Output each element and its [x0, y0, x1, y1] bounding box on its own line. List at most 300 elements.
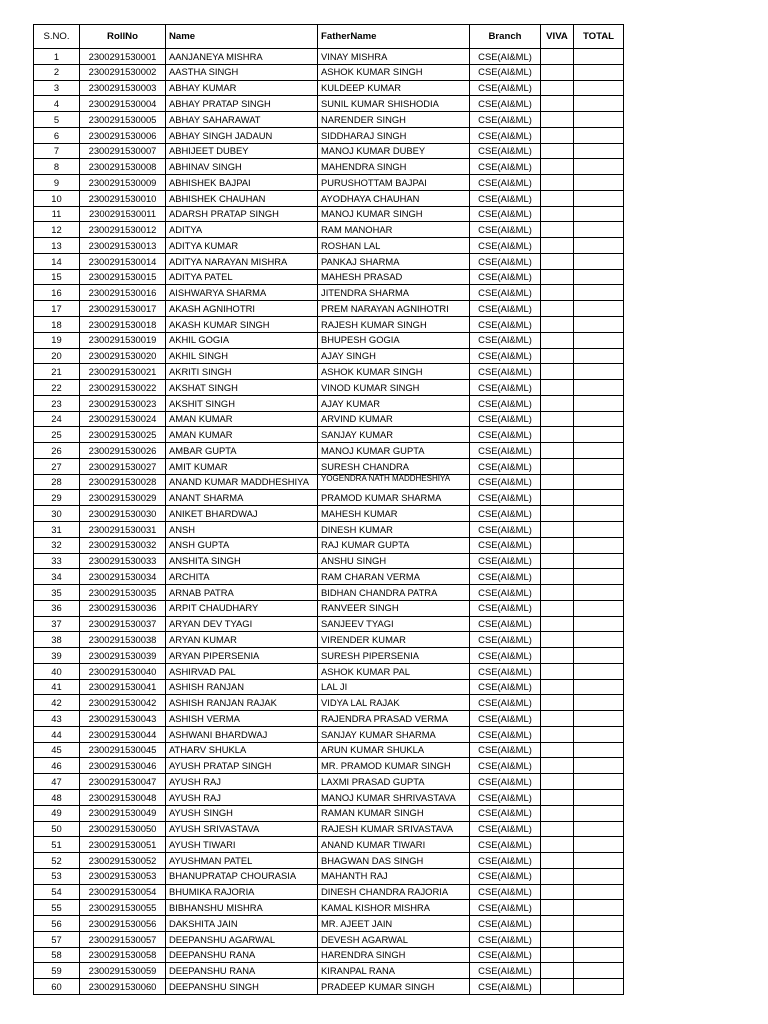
viva-cell [541, 600, 574, 616]
name-cell: AKASH AGNIHOTRI [166, 301, 318, 317]
branch-cell: CSE(AI&ML) [470, 49, 541, 65]
branch-cell: CSE(AI&ML) [470, 569, 541, 585]
rollno-cell: 2300291530002 [80, 64, 166, 80]
total-cell [574, 427, 624, 443]
name-cell: BIBHANSHU MISHRA [166, 900, 318, 916]
fathername-cell: YOGENDRA NATH MADDHESHIYA [318, 474, 470, 490]
table-row [34, 96, 624, 112]
viva-cell [541, 632, 574, 648]
name-cell: ABHAY KUMAR [166, 80, 318, 96]
viva-cell [541, 49, 574, 65]
name-cell: AKHIL GOGIA [166, 332, 318, 348]
total-cell [574, 695, 624, 711]
viva-cell [541, 821, 574, 837]
viva-cell [541, 159, 574, 175]
table-row [34, 443, 624, 459]
sno-cell: 27 [34, 458, 80, 474]
table-row [34, 159, 624, 175]
fathername-cell: AJAY KUMAR [318, 395, 470, 411]
fathername-cell: ASHOK KUMAR PAL [318, 663, 470, 679]
branch-cell: CSE(AI&ML) [470, 238, 541, 254]
sno-cell: 51 [34, 837, 80, 853]
fathername-cell: LAL JI [318, 679, 470, 695]
viva-cell [541, 521, 574, 537]
total-cell [574, 317, 624, 333]
viva-cell [541, 900, 574, 916]
fathername-cell: SANJAY KUMAR SHARMA [318, 726, 470, 742]
sno-cell: 18 [34, 317, 80, 333]
viva-cell [541, 916, 574, 932]
rollno-cell: 2300291530049 [80, 805, 166, 821]
viva-cell [541, 238, 574, 254]
rollno-cell: 2300291530010 [80, 190, 166, 206]
rollno-cell: 2300291530043 [80, 711, 166, 727]
name-cell: AKHIL SINGH [166, 348, 318, 364]
fathername-cell: MANOJ KUMAR SINGH [318, 206, 470, 222]
table-row [34, 80, 624, 96]
rollno-cell: 2300291530040 [80, 663, 166, 679]
branch-cell: CSE(AI&ML) [470, 269, 541, 285]
viva-cell [541, 679, 574, 695]
branch-cell: CSE(AI&ML) [470, 931, 541, 947]
branch-cell: CSE(AI&ML) [470, 616, 541, 632]
rollno-cell: 2300291530037 [80, 616, 166, 632]
sno-cell: 45 [34, 742, 80, 758]
total-cell [574, 537, 624, 553]
name-cell: ASHWANI BHARDWAJ [166, 726, 318, 742]
table-row [34, 411, 624, 427]
viva-cell [541, 569, 574, 585]
name-cell: AKSHAT SINGH [166, 380, 318, 396]
total-cell [574, 269, 624, 285]
table-row [34, 789, 624, 805]
fathername-cell: SANJAY KUMAR [318, 427, 470, 443]
fathername-cell: RAJ KUMAR GUPTA [318, 537, 470, 553]
branch-cell: CSE(AI&ML) [470, 127, 541, 143]
fathername-cell: RAM CHARAN VERMA [318, 569, 470, 585]
fathername-cell: PRAMOD KUMAR SHARMA [318, 490, 470, 506]
fathername-cell: VIRENDER KUMAR [318, 632, 470, 648]
viva-cell [541, 80, 574, 96]
name-cell: ANANT SHARMA [166, 490, 318, 506]
sno-cell: 24 [34, 411, 80, 427]
branch-cell: CSE(AI&ML) [470, 868, 541, 884]
total-cell [574, 348, 624, 364]
table-row [34, 711, 624, 727]
sno-cell: 12 [34, 222, 80, 238]
branch-cell: CSE(AI&ML) [470, 458, 541, 474]
rollno-cell: 2300291530054 [80, 884, 166, 900]
fathername-cell: BIDHAN CHANDRA PATRA [318, 585, 470, 601]
rollno-cell: 2300291530050 [80, 821, 166, 837]
rollno-cell: 2300291530045 [80, 742, 166, 758]
total-cell [574, 679, 624, 695]
rollno-cell: 2300291530014 [80, 253, 166, 269]
sno-cell: 17 [34, 301, 80, 317]
table-row [34, 222, 624, 238]
name-cell: ANAND KUMAR MADDHESHIYA [166, 474, 318, 490]
fathername-cell: MAHANTH RAJ [318, 868, 470, 884]
fathername-cell: MR. PRAMOD KUMAR SINGH [318, 758, 470, 774]
sno-cell: 57 [34, 931, 80, 947]
table-row [34, 758, 624, 774]
branch-cell: CSE(AI&ML) [470, 916, 541, 932]
total-cell [574, 80, 624, 96]
viva-cell [541, 427, 574, 443]
branch-cell: CSE(AI&ML) [470, 317, 541, 333]
fathername-cell: VINOD KUMAR SINGH [318, 380, 470, 396]
fathername-cell: BHUPESH GOGIA [318, 332, 470, 348]
table-row [34, 458, 624, 474]
name-cell: ARPIT CHAUDHARY [166, 600, 318, 616]
branch-cell: CSE(AI&ML) [470, 789, 541, 805]
viva-cell [541, 301, 574, 317]
rollno-cell: 2300291530003 [80, 80, 166, 96]
fathername-cell: PRADEEP KUMAR SINGH [318, 979, 470, 995]
sno-cell: 8 [34, 159, 80, 175]
fathername-cell: DINESH KUMAR [318, 521, 470, 537]
branch-cell: CSE(AI&ML) [470, 695, 541, 711]
viva-cell [541, 112, 574, 128]
fathername-cell: MAHESH PRASAD [318, 269, 470, 285]
branch-cell: CSE(AI&ML) [470, 663, 541, 679]
sno-cell: 26 [34, 443, 80, 459]
rollno-cell: 2300291530007 [80, 143, 166, 159]
rollno-cell: 2300291530008 [80, 159, 166, 175]
rollno-cell: 2300291530005 [80, 112, 166, 128]
sno-cell: 41 [34, 679, 80, 695]
viva-cell [541, 317, 574, 333]
rollno-cell: 2300291530052 [80, 853, 166, 869]
branch-cell: CSE(AI&ML) [470, 380, 541, 396]
viva-cell [541, 285, 574, 301]
name-cell: ANSH GUPTA [166, 537, 318, 553]
sno-cell: 9 [34, 175, 80, 191]
total-cell [574, 506, 624, 522]
rollno-cell: 2300291530047 [80, 774, 166, 790]
branch-cell: CSE(AI&ML) [470, 490, 541, 506]
sno-cell: 31 [34, 521, 80, 537]
total-cell [574, 742, 624, 758]
name-cell: ASHISH VERMA [166, 711, 318, 727]
fathername-cell: ANAND KUMAR TIWARI [318, 837, 470, 853]
sno-cell: 38 [34, 632, 80, 648]
branch-cell: CSE(AI&ML) [470, 900, 541, 916]
sno-cell: 42 [34, 695, 80, 711]
table-body [34, 49, 624, 995]
branch-cell: CSE(AI&ML) [470, 837, 541, 853]
branch-cell: CSE(AI&ML) [470, 537, 541, 553]
branch-cell: CSE(AI&ML) [470, 726, 541, 742]
sno-cell: 53 [34, 868, 80, 884]
viva-cell [541, 663, 574, 679]
viva-cell [541, 506, 574, 522]
total-cell [574, 190, 624, 206]
branch-cell: CSE(AI&ML) [470, 175, 541, 191]
name-cell: AYUSH RAJ [166, 789, 318, 805]
name-cell: BHANUPRATAP CHOURASIA [166, 868, 318, 884]
rollno-cell: 2300291530060 [80, 979, 166, 995]
table-row [34, 600, 624, 616]
viva-cell [541, 931, 574, 947]
rollno-cell: 2300291530041 [80, 679, 166, 695]
branch-cell: CSE(AI&ML) [470, 632, 541, 648]
rollno-cell: 2300291530013 [80, 238, 166, 254]
sno-cell: 10 [34, 190, 80, 206]
sno-cell: 15 [34, 269, 80, 285]
rollno-cell: 2300291530022 [80, 380, 166, 396]
rollno-cell: 2300291530030 [80, 506, 166, 522]
total-cell [574, 380, 624, 396]
rollno-cell: 2300291530055 [80, 900, 166, 916]
fathername-cell: RAJESH KUMAR SINGH [318, 317, 470, 333]
sno-cell: 29 [34, 490, 80, 506]
total-cell [574, 711, 624, 727]
fathername-cell: MAHESH KUMAR [318, 506, 470, 522]
name-cell: DEEPANSHU SINGH [166, 979, 318, 995]
total-cell [574, 332, 624, 348]
name-cell: ADITYA KUMAR [166, 238, 318, 254]
name-cell: DAKSHITA JAIN [166, 916, 318, 932]
viva-cell [541, 380, 574, 396]
rollno-cell: 2300291530059 [80, 963, 166, 979]
branch-cell: CSE(AI&ML) [470, 143, 541, 159]
name-cell: AMAN KUMAR [166, 427, 318, 443]
fathername-cell: PURUSHOTTAM BAJPAI [318, 175, 470, 191]
rollno-cell: 2300291530019 [80, 332, 166, 348]
fathername-cell: DEVESH AGARWAL [318, 931, 470, 947]
total-cell [574, 900, 624, 916]
branch-cell: CSE(AI&ML) [470, 474, 541, 490]
fathername-cell: SUNIL KUMAR SHISHODIA [318, 96, 470, 112]
sno-cell: 50 [34, 821, 80, 837]
total-cell [574, 600, 624, 616]
name-cell: AYUSH TIWARI [166, 837, 318, 853]
total-cell [574, 238, 624, 254]
rollno-cell: 2300291530024 [80, 411, 166, 427]
sno-cell: 44 [34, 726, 80, 742]
header-row [34, 25, 624, 49]
sno-cell: 39 [34, 648, 80, 664]
rollno-cell: 2300291530036 [80, 600, 166, 616]
total-cell [574, 726, 624, 742]
sno-cell: 3 [34, 80, 80, 96]
rollno-cell: 2300291530016 [80, 285, 166, 301]
fathername-cell: VINAY MISHRA [318, 49, 470, 65]
viva-cell [541, 963, 574, 979]
viva-cell [541, 490, 574, 506]
total-cell [574, 253, 624, 269]
fathername-cell: SANJEEV TYAGI [318, 616, 470, 632]
table-row [34, 884, 624, 900]
total-cell [574, 112, 624, 128]
table-row [34, 285, 624, 301]
viva-cell [541, 947, 574, 963]
name-cell: ABHAY SAHARAWAT [166, 112, 318, 128]
viva-cell [541, 458, 574, 474]
sno-cell: 54 [34, 884, 80, 900]
fathername-cell: ROSHAN LAL [318, 238, 470, 254]
table-row [34, 380, 624, 396]
table-row [34, 238, 624, 254]
table-row [34, 695, 624, 711]
branch-cell: CSE(AI&ML) [470, 301, 541, 317]
table-row [34, 742, 624, 758]
rollno-cell: 2300291530053 [80, 868, 166, 884]
fathername-cell: RAJESH KUMAR SRIVASTAVA [318, 821, 470, 837]
table-row [34, 979, 624, 995]
rollno-cell: 2300291530033 [80, 553, 166, 569]
sno-cell: 11 [34, 206, 80, 222]
fathername-cell: SIDDHARAJ SINGH [318, 127, 470, 143]
total-cell [574, 916, 624, 932]
fathername-cell: KIRANPAL RANA [318, 963, 470, 979]
name-cell: ABHISHEK BAJPAI [166, 175, 318, 191]
branch-cell: CSE(AI&ML) [470, 395, 541, 411]
name-cell: ABHAY PRATAP SINGH [166, 96, 318, 112]
table-row [34, 190, 624, 206]
rollno-cell: 2300291530017 [80, 301, 166, 317]
rollno-cell: 2300291530006 [80, 127, 166, 143]
name-cell: ABHISHEK CHAUHAN [166, 190, 318, 206]
table-row [34, 64, 624, 80]
total-cell [574, 206, 624, 222]
name-cell: ASHISH RANJAN [166, 679, 318, 695]
fathername-cell: MANOJ KUMAR GUPTA [318, 443, 470, 459]
rollno-cell: 2300291530027 [80, 458, 166, 474]
sno-cell: 37 [34, 616, 80, 632]
table-row [34, 616, 624, 632]
viva-cell [541, 742, 574, 758]
rollno-cell: 2300291530056 [80, 916, 166, 932]
name-cell: AMAN KUMAR [166, 411, 318, 427]
viva-cell [541, 143, 574, 159]
table-row [34, 632, 624, 648]
viva-cell [541, 616, 574, 632]
viva-cell [541, 96, 574, 112]
fathername-cell: RAJENDRA PRASAD VERMA [318, 711, 470, 727]
table-row [34, 585, 624, 601]
fathername-cell: AYODHAYA CHAUHAN [318, 190, 470, 206]
fathername-cell: RANVEER SINGH [318, 600, 470, 616]
sno-cell: 23 [34, 395, 80, 411]
total-cell [574, 49, 624, 65]
branch-cell: CSE(AI&ML) [470, 884, 541, 900]
fathername-cell: DINESH CHANDRA RAJORIA [318, 884, 470, 900]
viva-cell [541, 190, 574, 206]
total-cell [574, 632, 624, 648]
branch-cell: CSE(AI&ML) [470, 679, 541, 695]
viva-cell [541, 884, 574, 900]
fathername-cell: PREM NARAYAN AGNIHOTRI [318, 301, 470, 317]
table-row [34, 837, 624, 853]
table-row [34, 112, 624, 128]
total-cell [574, 663, 624, 679]
total-cell [574, 979, 624, 995]
total-cell [574, 521, 624, 537]
sno-cell: 30 [34, 506, 80, 522]
total-cell [574, 616, 624, 632]
viva-cell [541, 222, 574, 238]
viva-cell [541, 758, 574, 774]
branch-cell: CSE(AI&ML) [470, 506, 541, 522]
rollno-cell: 2300291530018 [80, 317, 166, 333]
total-cell [574, 301, 624, 317]
header-total: TOTAL [574, 25, 624, 49]
name-cell: ATHARV SHUKLA [166, 742, 318, 758]
name-cell: AKSHIT SINGH [166, 395, 318, 411]
branch-cell: CSE(AI&ML) [470, 758, 541, 774]
fathername-cell: ASHOK KUMAR SINGH [318, 364, 470, 380]
sno-cell: 55 [34, 900, 80, 916]
name-cell: ARYAN PIPERSENIA [166, 648, 318, 664]
branch-cell: CSE(AI&ML) [470, 821, 541, 837]
branch-cell: CSE(AI&ML) [470, 585, 541, 601]
viva-cell [541, 127, 574, 143]
viva-cell [541, 253, 574, 269]
viva-cell [541, 332, 574, 348]
header-sno: S.NO. [34, 25, 80, 49]
rollno-cell: 2300291530025 [80, 427, 166, 443]
fathername-cell: BHAGWAN DAS SINGH [318, 853, 470, 869]
table-row [34, 963, 624, 979]
fathername-cell: LAXMI PRASAD GUPTA [318, 774, 470, 790]
fathername-cell: ANSHU SINGH [318, 553, 470, 569]
table-row [34, 395, 624, 411]
total-cell [574, 175, 624, 191]
total-cell [574, 364, 624, 380]
table-row [34, 853, 624, 869]
branch-cell: CSE(AI&ML) [470, 64, 541, 80]
name-cell: AYUSH PRATAP SINGH [166, 758, 318, 774]
name-cell: AASTHA SINGH [166, 64, 318, 80]
viva-cell [541, 474, 574, 490]
viva-cell [541, 789, 574, 805]
fathername-cell: ARUN KUMAR SHUKLA [318, 742, 470, 758]
table-row [34, 821, 624, 837]
table-row [34, 537, 624, 553]
sno-cell: 20 [34, 348, 80, 364]
name-cell: AYUSHMAN PATEL [166, 853, 318, 869]
table-row [34, 127, 624, 143]
sno-cell: 22 [34, 380, 80, 396]
rollno-cell: 2300291530021 [80, 364, 166, 380]
viva-cell [541, 364, 574, 380]
branch-cell: CSE(AI&ML) [470, 80, 541, 96]
viva-cell [541, 648, 574, 664]
name-cell: ANSHITA SINGH [166, 553, 318, 569]
viva-cell [541, 711, 574, 727]
name-cell: ADITYA NARAYAN MISHRA [166, 253, 318, 269]
total-cell [574, 96, 624, 112]
sno-cell: 19 [34, 332, 80, 348]
sno-cell: 59 [34, 963, 80, 979]
rollno-cell: 2300291530028 [80, 474, 166, 490]
viva-cell [541, 411, 574, 427]
table-row [34, 916, 624, 932]
table-row [34, 569, 624, 585]
total-cell [574, 758, 624, 774]
rollno-cell: 2300291530042 [80, 695, 166, 711]
viva-cell [541, 805, 574, 821]
branch-cell: CSE(AI&ML) [470, 711, 541, 727]
table-row [34, 774, 624, 790]
sno-cell: 16 [34, 285, 80, 301]
viva-cell [541, 537, 574, 553]
total-cell [574, 285, 624, 301]
fathername-cell: HARENDRA SINGH [318, 947, 470, 963]
name-cell: AYUSH RAJ [166, 774, 318, 790]
